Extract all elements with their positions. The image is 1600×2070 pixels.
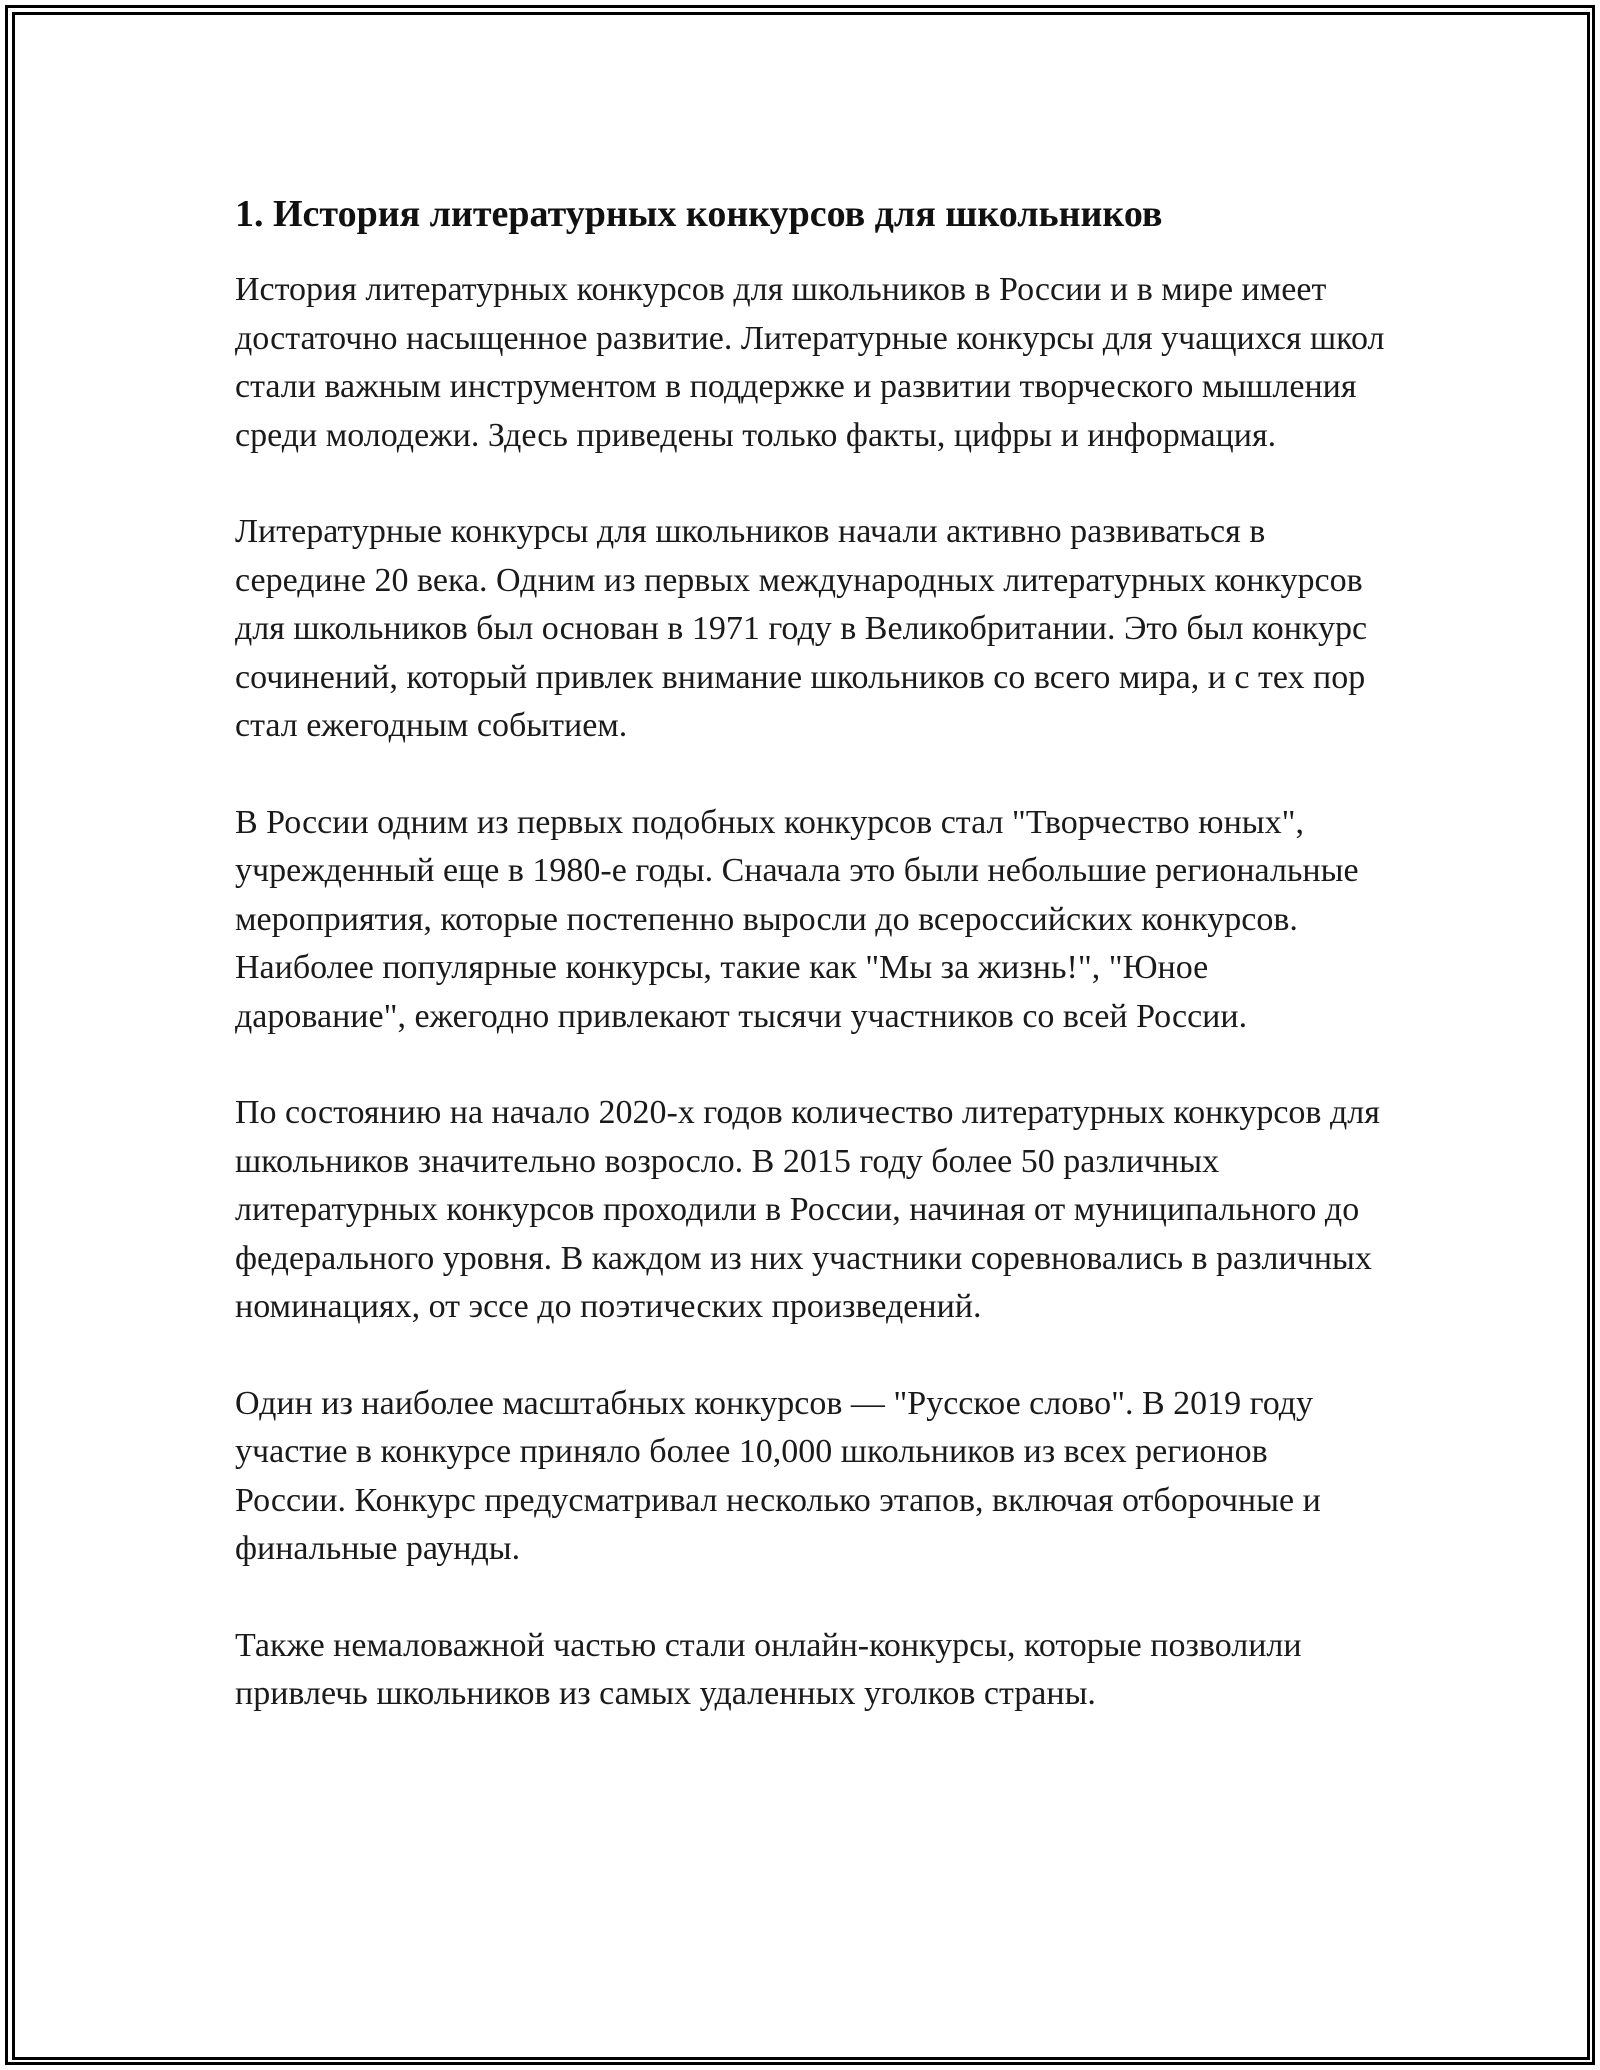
paragraph-6: Также немаловажной частью стали онлайн-конкурсы, которые позволили привлечь школьников из самых удаленных уголков страны. (235, 1626, 1302, 1712)
paragraph-4: По состоянию на начало 2020-х годов количество литературных конкурсов для школьников значительно возросло. В 2015 году более 50 различных литературных конкурсов проходили в России, начиная от муниципального до федерального уровня. В каждом из них участники соревновались в различных номинациях, от эссе до поэтических произведений. (235, 1094, 1380, 1325)
paragraph-2: Литературные конкурсы для школьников начали активно развиваться в середине 20 века. Одним из первых международных литературных конкурсов для школьников был основан в 1971 году в Великобритании. Это был конкурс сочинений, который привлек внимание школьников со всего мира, и с тех пор стал ежегодным событием. (235, 513, 1368, 744)
paragraph-3: В России одним из первых подобных конкурсов стал "Творчество юных", учрежденный еще в 1980-е годы. Сначала это были небольшие региональные мероприятия, которые постепенно выросли до всероссийских конкурсов. Наиболее популярные конкурсы, такие как "Мы за жизнь!", "Юное дарование", ежегодно привлекают тысячи участников со всей России. (235, 803, 1359, 1035)
paragraph-1: История литературных конкурсов для школьников в России и в мире имеет достаточно насыщенное развитие. Литературные конкурсы для учащихся школ стали важным инструментом в поддержке и развитии творческого мышления среди молодежи. Здесь приведены только факты, цифры и информация. (235, 271, 1385, 454)
document-body (235, 188, 1385, 1719)
section-title: 1. История литературных конкурсов для школьников (235, 193, 1163, 235)
paragraph-5: Один из наиболее масштабных конкурсов — "Русское слово". В 2019 году участие в конкурсе приняло более 10,000 школьников из всех регионов России. Конкурс предусматривал несколько этапов, включая отборочные и финальные раунды. (235, 1384, 1321, 1567)
